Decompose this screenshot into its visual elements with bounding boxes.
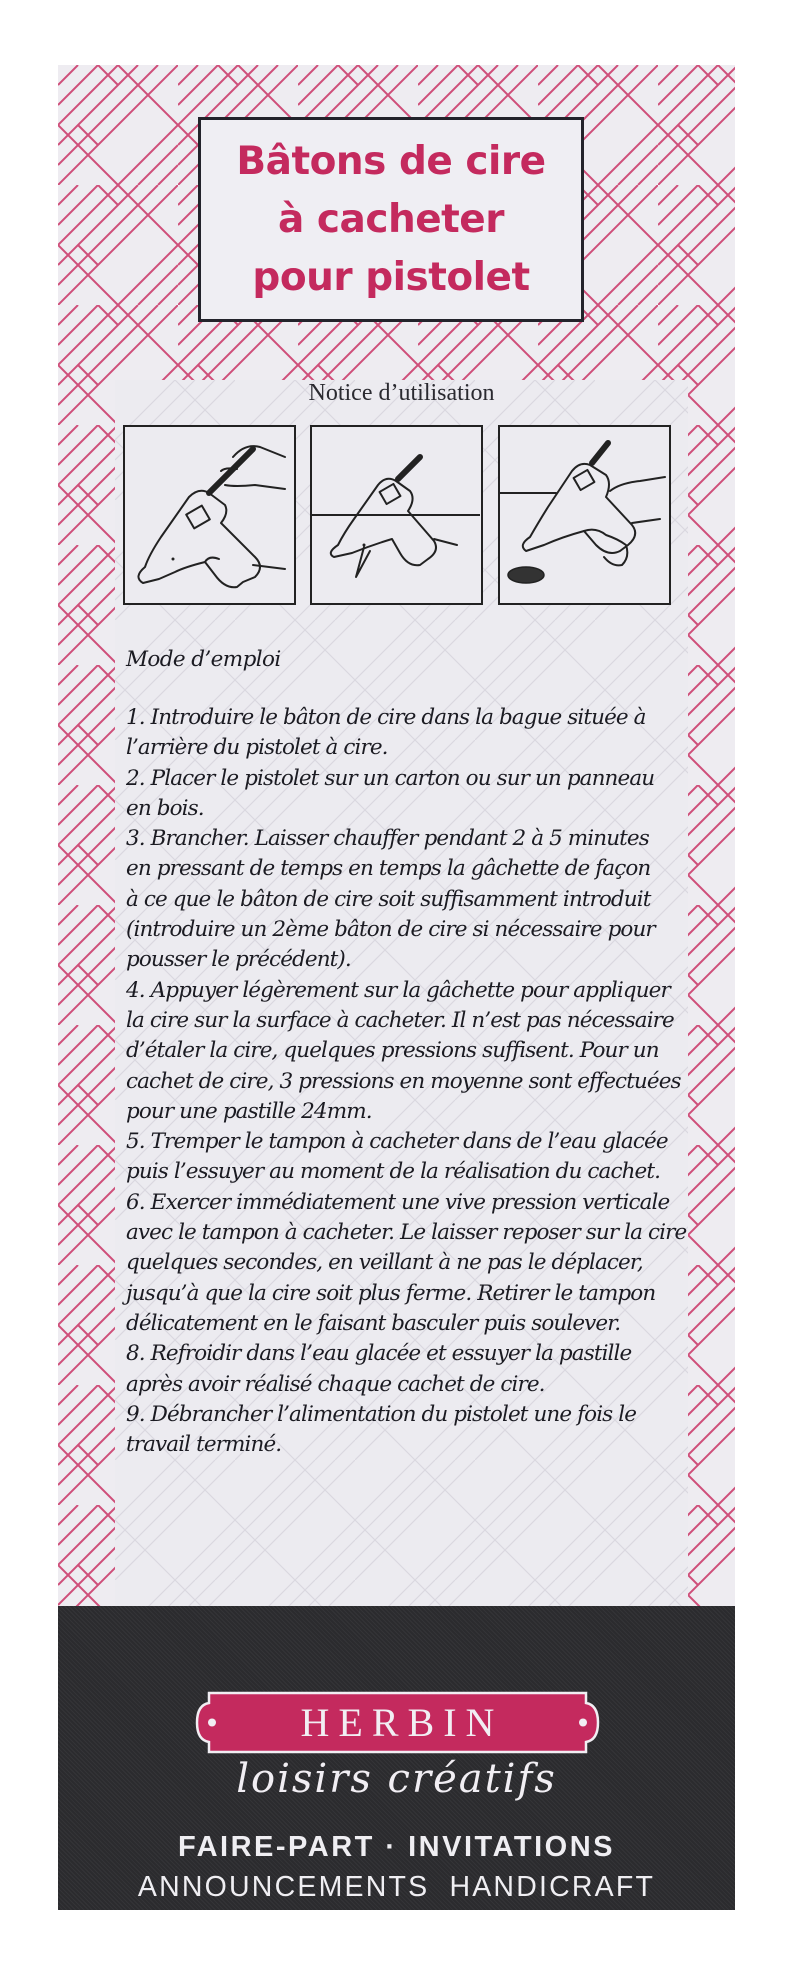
instruction-line: pour une pastille 24mm. [126, 1098, 372, 1124]
glue-gun-inserting-stick-icon [125, 427, 293, 602]
glue-gun-on-surface-icon [312, 427, 480, 602]
herbin-logo-badge [195, 1691, 600, 1754]
figure-insert-stick [123, 425, 296, 605]
brand-footer [58, 1606, 735, 1910]
instruction-line: l’arrière du pistolet à cire. [126, 735, 388, 761]
instruction-line: avec le tampon à cacheter. Le laisser reposer sur la cire [126, 1220, 687, 1246]
instruction-line: pousser le précédent). [126, 947, 351, 973]
title-line-2: à cacheter [278, 196, 504, 242]
instructions-text [126, 645, 686, 1460]
instructions-panel [115, 380, 688, 1606]
instruction-line: 3. Brancher. Laisser chauffer pendant 2 à 5 minutes [126, 826, 649, 852]
figure-gun-on-surface [310, 425, 483, 605]
illustration-row [123, 425, 683, 610]
instruction-line: en bois. [126, 795, 204, 821]
instruction-line: à ce que le bâton de cire soit suffisamment introduit [126, 886, 651, 912]
script-tagline: loisirs créatifs [236, 1756, 557, 1802]
brand-name: HERBIN [300, 1700, 504, 1745]
product-title-box [198, 117, 584, 322]
instruction-line: 2. Placer le pistolet sur un carton ou sur un panneau [126, 765, 655, 791]
title-line-3: pour pistolet [252, 254, 530, 300]
instruction-line: 8. Refroidir dans l’eau glacée et essuyer la pastille [126, 1341, 632, 1367]
instruction-line: 9. Débrancher l’alimentation du pistolet une fois le [126, 1401, 637, 1427]
glue-gun-applying-wax-icon [500, 427, 668, 602]
title-line-1: Bâtons de cire [236, 138, 546, 184]
instruction-line: (introduire un 2ème bâton de cire si nécessaire pour [126, 917, 655, 943]
notice-heading: Notice d’utilisation [308, 380, 495, 406]
instruction-line: puis l’essuyer au moment de la réalisation du cachet. [126, 1159, 661, 1185]
instruction-line: d’étaler la cire, quelques pressions suffisent. Pour un [126, 1038, 659, 1064]
instruction-line: 1. Introduire le bâton de cire dans la bague située à [126, 705, 646, 730]
instruction-line: délicatement en le faisant basculer puis soulever. [126, 1310, 621, 1336]
figure-apply-wax [498, 425, 671, 605]
mode-emploi-heading: Mode d’emploi [126, 647, 281, 672]
instruction-line: 6. Exercer immédiatement une vive pression verticale [126, 1189, 670, 1215]
instruction-line: 5. Tremper le tampon à cacheter dans de l’eau glacée [126, 1129, 668, 1155]
instruction-line: cachet de cire, 3 pressions en moyenne sont effectuées [126, 1068, 681, 1094]
instruction-line: 4. Appuyer légèrement sur la gâchette pour appliquer [126, 977, 670, 1003]
instruction-line: après avoir réalisé chaque cachet de cire. [126, 1371, 545, 1397]
tagline-english: ANNOUNCEMENTS HANDICRAFT [137, 1871, 656, 1903]
instruction-card [58, 65, 735, 1910]
instruction-line: en pressant de temps en temps la gâchette de façon [126, 856, 651, 882]
instruction-line: la cire sur la surface à cacheter. Il n’est pas nécessaire [126, 1007, 674, 1033]
instruction-line: quelques secondes, en veillant à ne pas le déplacer, [126, 1250, 643, 1276]
instruction-line: travail terminé. [126, 1432, 282, 1458]
tagline-french: FAIRE-PART · INVITATIONS [178, 1831, 615, 1863]
instruction-line: jusqu’à que la cire soit plus ferme. Retirer le tampon [126, 1280, 656, 1306]
